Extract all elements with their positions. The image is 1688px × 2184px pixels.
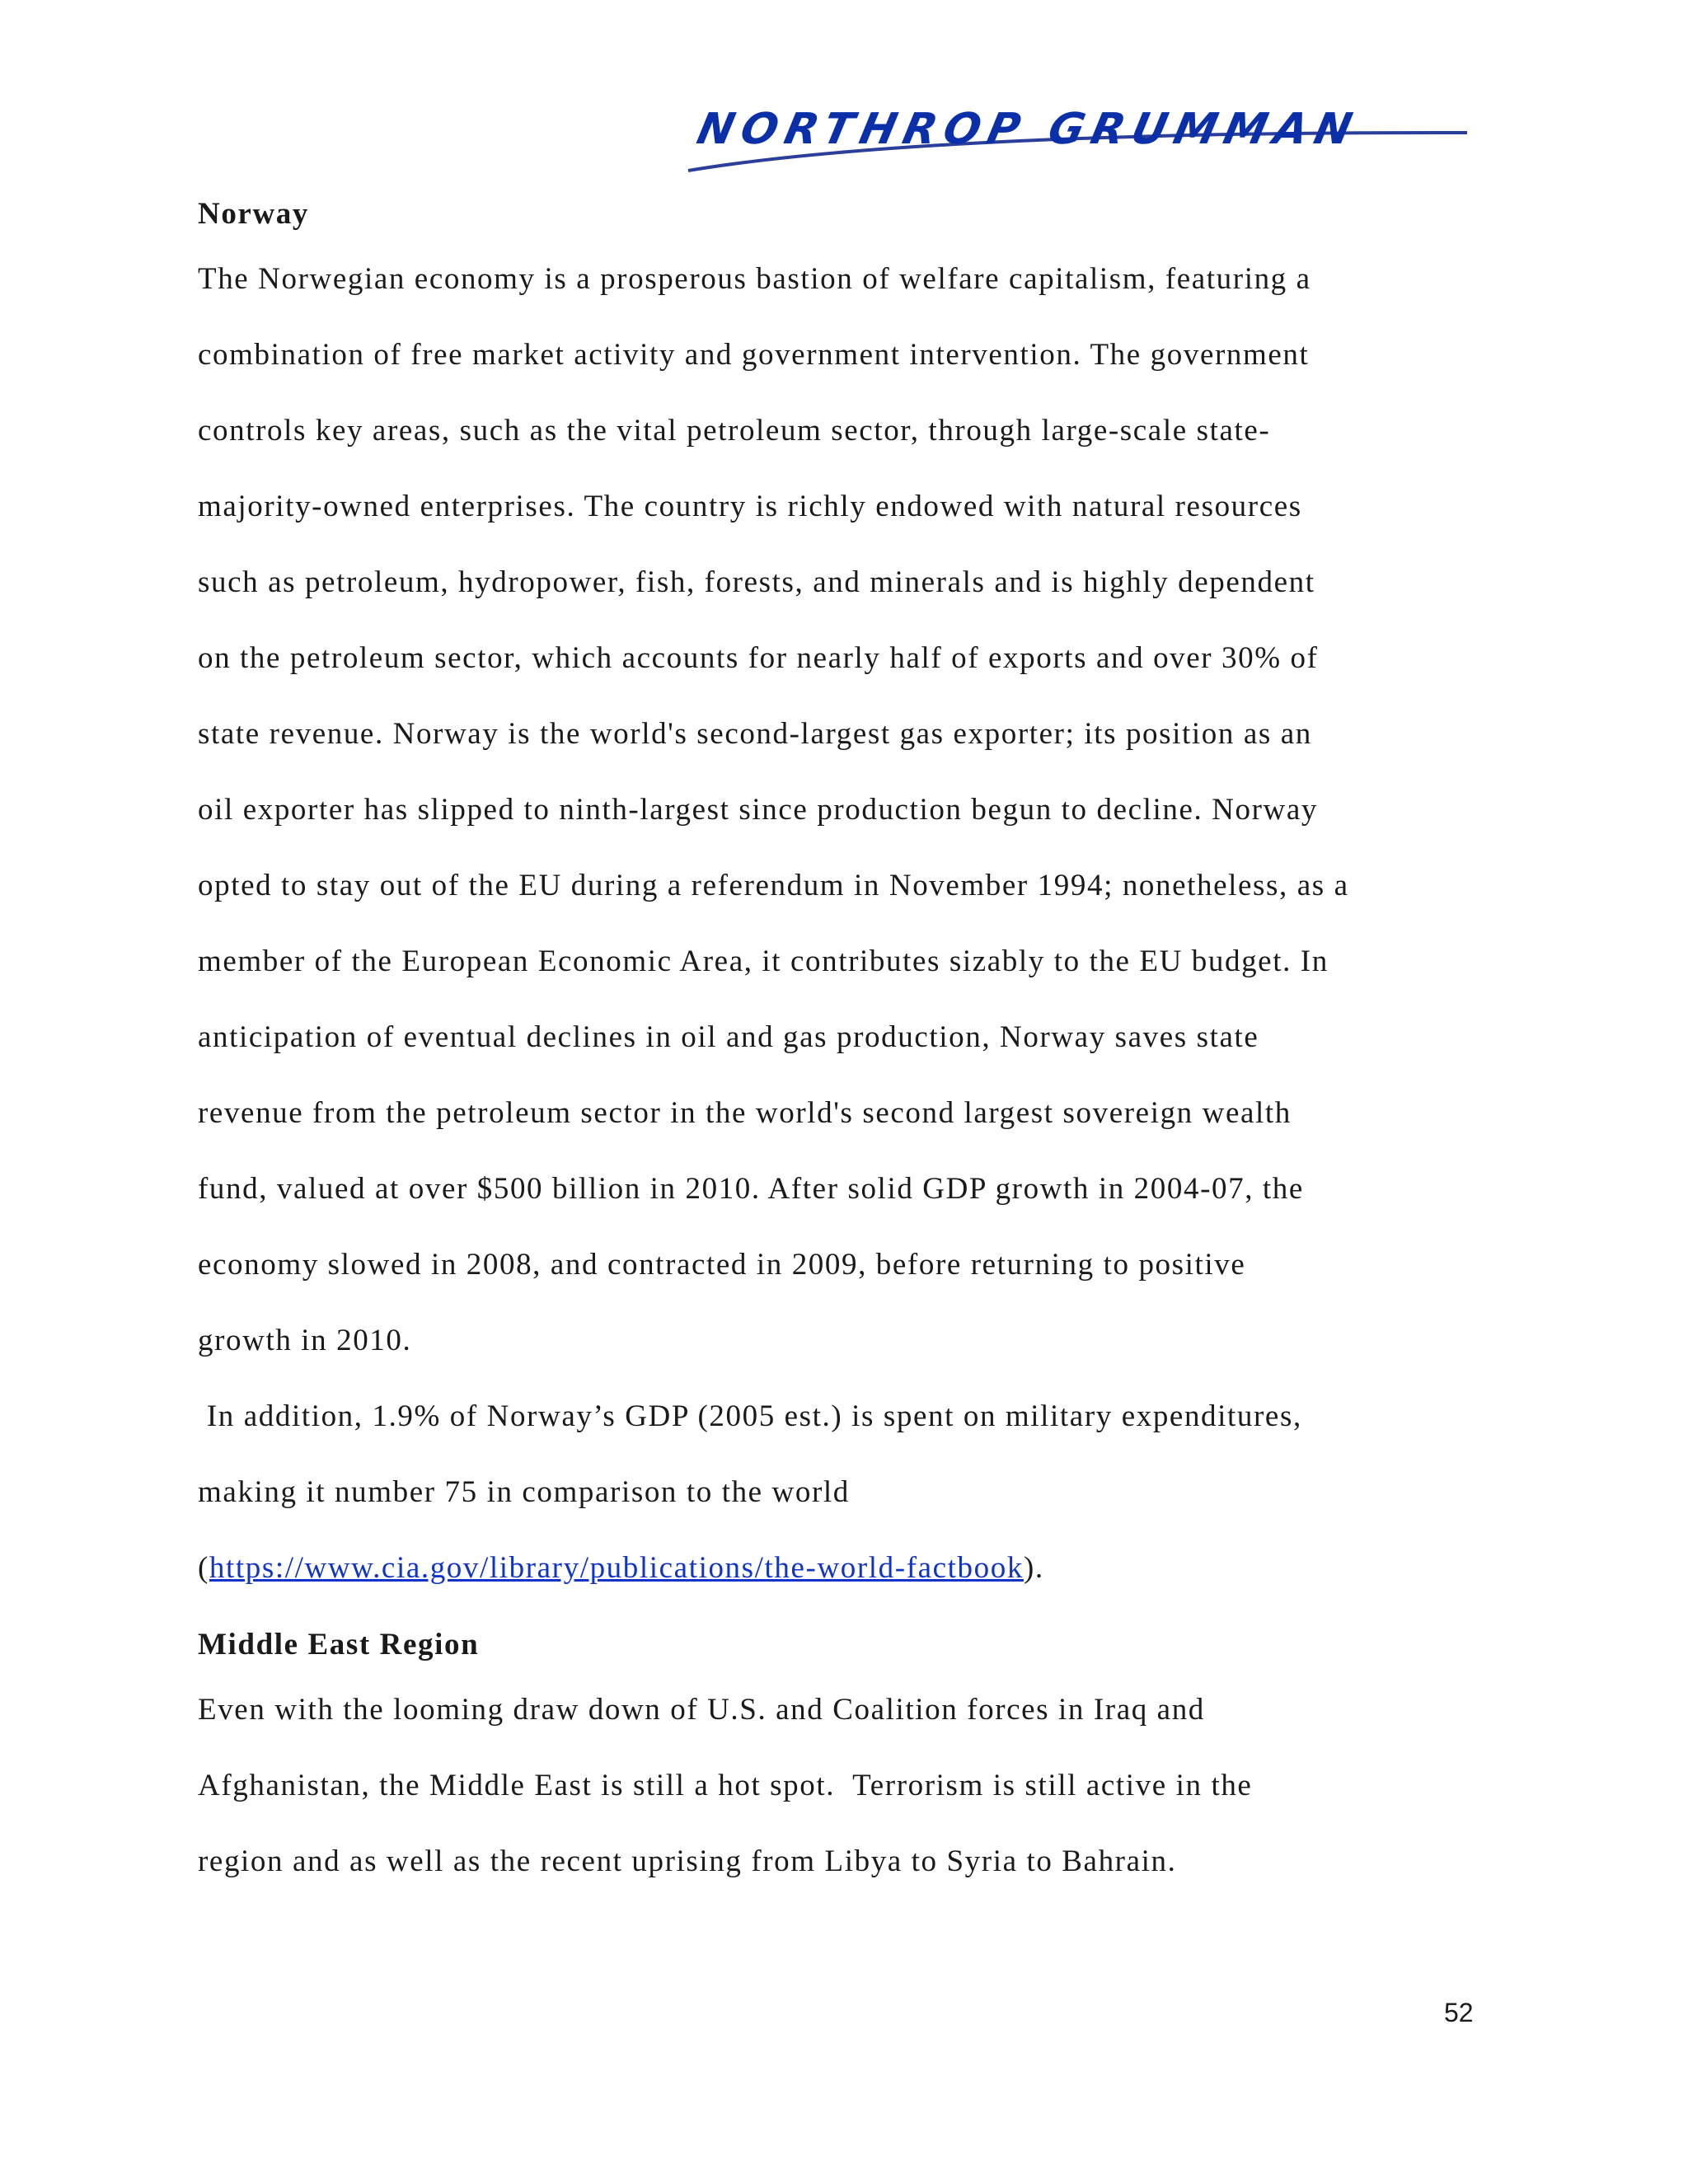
middle-east-heading: Middle East Region <box>198 1628 480 1661</box>
norway-paragraph-1 <box>198 241 1550 1606</box>
citation-line <box>198 1530 1550 1606</box>
text-line: opted to stay out of the EU during a referendum in November 1994; nonetheless, as a <box>198 869 1349 902</box>
text-line: region and as well as the recent uprising from Libya to Syria to Bahrain. <box>198 1844 1177 1878</box>
text-line: state revenue. Norway is the world's second-largest gas exporter; its position as an <box>198 717 1312 751</box>
page-number: 52 <box>1444 1998 1474 2027</box>
cia-factbook-link[interactable]: https://www.cia.gov/library/publications/the-world-factbook <box>209 1551 1024 1585</box>
text-line: majority-owned enterprises. The country is richly endowed with natural resources <box>198 490 1302 523</box>
northrop-grumman-logo <box>589 95 1479 185</box>
text-line: on the petroleum sector, which accounts for nearly half of exports and over 30% of <box>198 641 1319 675</box>
text-line: revenue from the petroleum sector in the world's second largest sovereign wealth <box>198 1096 1292 1130</box>
text-line: In addition, 1.9% of Norway’s GDP (2005 est.) is spent on military expenditures, <box>198 1399 1302 1433</box>
logo-wordmark: NORTHROP GRUMMAN <box>692 105 1364 154</box>
text-line: fund, valued at over $500 billion in 2010. After solid GDP growth in 2004-07, the <box>198 1172 1304 1206</box>
text-line: economy slowed in 2008, and contracted in 2009, before returning to positive <box>198 1248 1246 1282</box>
citation-open: ( <box>198 1551 209 1585</box>
text-line: The Norwegian economy is a prosperous bastion of welfare capitalism, featuring a <box>198 262 1311 296</box>
text-line: Even with the looming draw down of U.S. and Coalition forces in Iraq and <box>198 1693 1205 1727</box>
page-content <box>198 194 1550 1900</box>
text-line: such as petroleum, hydropower, fish, forests, and minerals and is highly dependent <box>198 565 1315 599</box>
text-line: oil exporter has slipped to ninth-largest since production begun to decline. Norway <box>198 793 1318 827</box>
middle-east-paragraph <box>198 1672 1550 1900</box>
text-line: making it number 75 in comparison to the world <box>198 1475 850 1509</box>
citation-close: ). <box>1023 1551 1044 1585</box>
norway-heading: Norway <box>198 197 309 231</box>
text-line: Afghanistan, the Middle East is still a hot spot. Terrorism is still active in the <box>198 1769 1253 1802</box>
text-line: combination of free market activity and government intervention. The government <box>198 338 1310 372</box>
text-line: anticipation of eventual declines in oil and gas production, Norway saves state <box>198 1020 1259 1054</box>
text-line: controls key areas, such as the vital petroleum sector, through large-scale state- <box>198 414 1271 448</box>
text-line: growth in 2010. <box>198 1324 412 1357</box>
text-line: member of the European Economic Area, it contributes sizably to the EU budget. In <box>198 944 1329 978</box>
